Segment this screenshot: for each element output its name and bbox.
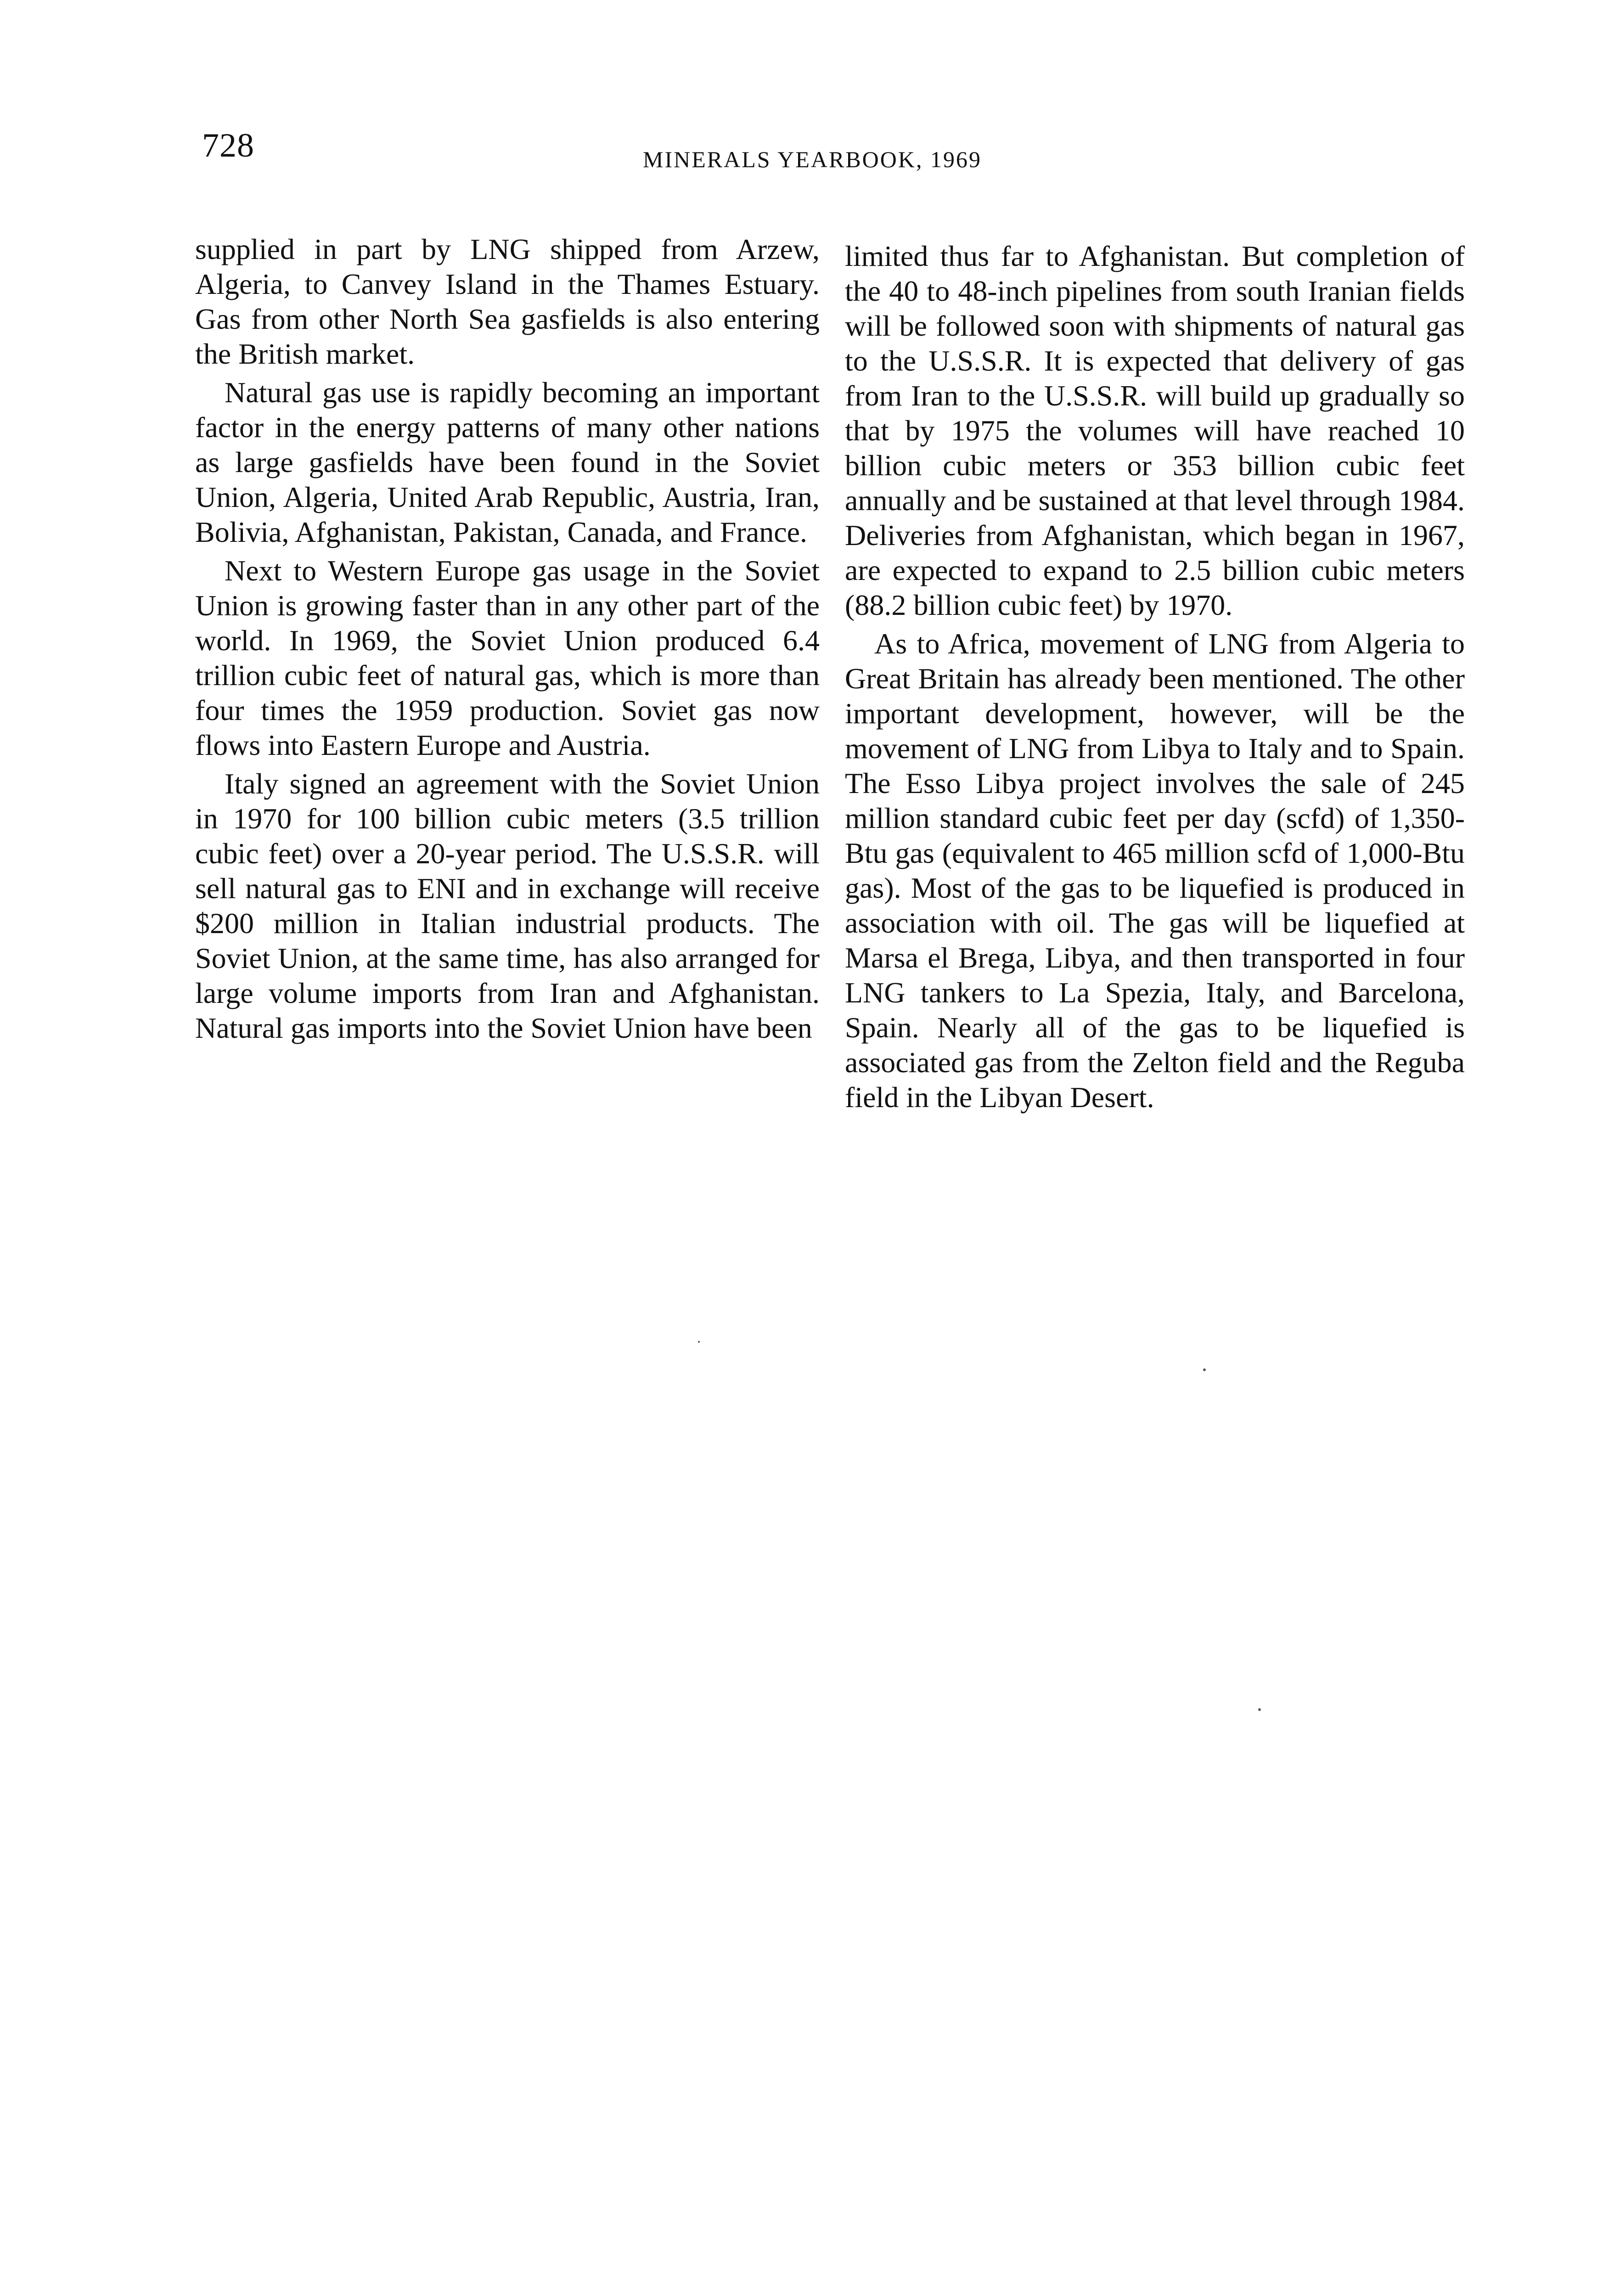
right-paragraph-1: limited thus far to Afghanistan. But completion of the 40 to 48-inch pipelines from south Iranian fields will be followed soon with shipments of natural gas to the U.S.S.R. It is expected that delivery of gas from Iran to the U.S.S.R. will build up gradually so that by 1975 the volumes will have reached 10 billion cubic meters or 353 billion cubic feet annually and be sustained at that level through 1984. Deliveries from Afghanistan, which began in 1967, are expected to expand to 2.5 billion cubic meters (88.2 billion cubic feet) by 1970. (845, 240, 1465, 621)
left-column (195, 232, 820, 1049)
left-paragraph-1: supplied in part by LNG shipped from Arzew, Algeria, to Canvey Island in the Thames Estuary. Gas from other North Sea gasfields is also entering the British market. (195, 233, 820, 370)
right-paragraph-2: As to Africa, movement of LNG from Algeria to Great Britain has already been mentioned. The other important development, however, will be the movement of LNG from Libya to Italy and to Spain. The Esso Libya project involves the sale of 245 million standard cubic feet per day (scfd) of 1,350-Btu gas (equivalent to 465 million scfd of 1,000-Btu gas). Most of the gas to be liquefied is produced in association with oil. The gas will be liquefied at Marsa el Brega, Libya, and then transported in four LNG tankers to La Spezia, Italy, and Barcelona, Spain. Nearly all of the gas to be liquefied is associated gas from the Zelton field and the Reguba field in the Libyan Desert. (845, 627, 1465, 1114)
left-paragraph-3: Next to Western Europe gas usage in the Soviet Union is growing faster than in any other part of the world. In 1969, the Soviet Union produced 6.4 trillion cubic feet of natural gas, which is more than four times the 1959 production. Soviet gas now flows into Eastern Europe and Austria. (195, 554, 820, 761)
scan-speck (1258, 1708, 1261, 1711)
scan-speck (1203, 1368, 1206, 1371)
running-head: MINERALS YEARBOOK, 1969 (643, 146, 982, 172)
right-column (845, 239, 1465, 1119)
left-paragraph-4: Italy signed an agreement with the Soviet Union in 1970 for 100 billion cubic meters (3.5 trillion cubic feet) over a 20-year period. The U.S.S.R. will sell natural gas to ENI and in exchange will receive $200 million in Italian industrial products. The Soviet Union, at the same time, has also arranged for large volume imports from Iran and Afghanistan. Natural gas imports into the Soviet Union have been (195, 767, 820, 1044)
left-paragraph-2: Natural gas use is rapidly becoming an important factor in the energy patterns of many other nations as large gasfields have been found in the Soviet Union, Algeria, United Arab Republic, Austria, Iran, Bolivia, Afghanistan, Pakistan, Canada, and France. (195, 376, 820, 548)
page-number: 728 (202, 127, 254, 164)
scan-speck (698, 1341, 700, 1343)
